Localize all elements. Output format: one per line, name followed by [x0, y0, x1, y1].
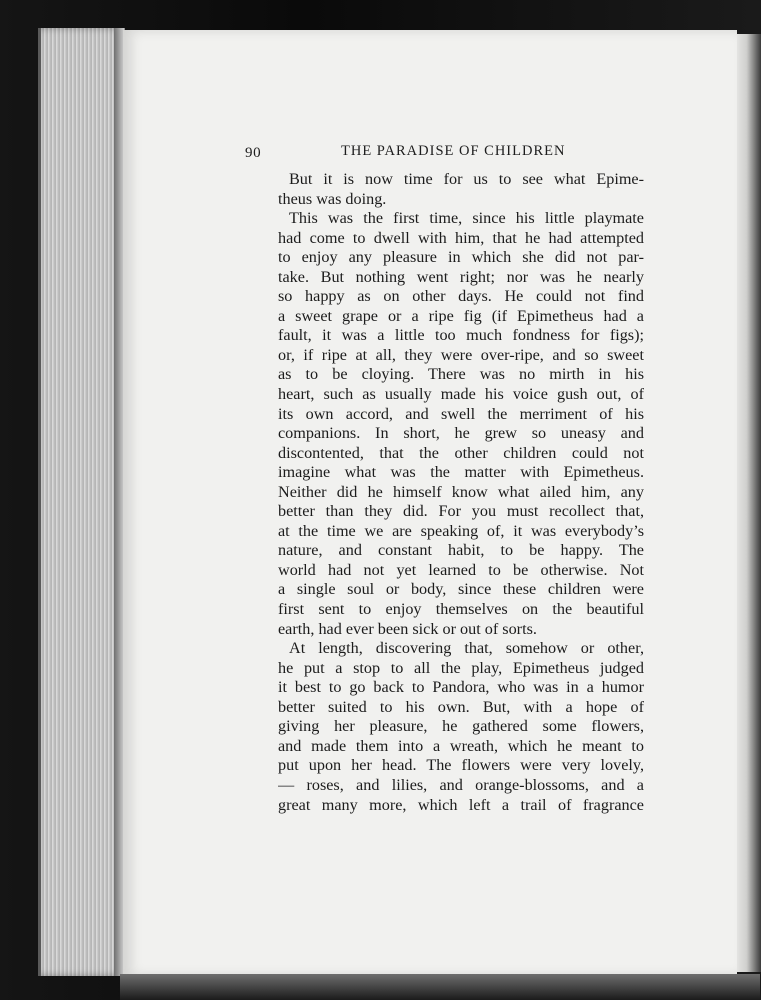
text-line: better than they did. For you must recollect that,	[278, 502, 644, 521]
text-line: great many more, which left a trail of fragrance	[278, 795, 644, 814]
body-text	[278, 170, 644, 815]
text-line: imagine what was the matter with Epimetheus.	[278, 463, 644, 482]
text-line: first sent to enjoy themselves on the beautiful	[278, 600, 644, 619]
text-line: giving her pleasure, he gathered some flowers,	[278, 717, 644, 736]
text-line: at the time we are speaking of, it was everybody’s	[278, 521, 644, 540]
text-line: a single soul or body, since these children were	[278, 580, 644, 599]
text-line: its own accord, and swell the merriment of his	[278, 404, 644, 423]
text-line: or, if ripe at all, they were over-ripe, and so sweet	[278, 345, 644, 364]
text-line: had come to dwell with him, that he had attempted	[278, 228, 644, 247]
text-line: better suited to his own. But, with a hope of	[278, 697, 644, 716]
text-line: as to be cloying. There was no mirth in his	[278, 365, 644, 384]
text-line: so happy as on other days. He could not find	[278, 287, 644, 306]
text-line: a sweet grape or a ripe fig (if Epimetheus had a	[278, 306, 644, 325]
text-line: and made them into a wreath, which he meant to	[278, 736, 644, 755]
running-head	[245, 143, 645, 163]
text-line: nature, and constant habit, to be happy. The	[278, 541, 644, 560]
text-line: This was the first time, since his little playmate	[289, 209, 644, 228]
text-line: take. But nothing went right; nor was he nearly	[278, 267, 644, 286]
text-line: heart, such as usually made his voice gush out, of	[278, 385, 644, 404]
text-line: — roses, and lilies, and orange-blossoms, and a	[278, 775, 644, 794]
text-line: world had not yet learned to be otherwise. Not	[278, 560, 644, 579]
text-line: theus was doing.	[278, 189, 387, 208]
text-line: At length, discovering that, somehow or other,	[289, 639, 644, 658]
text-line: earth, had ever been sick or out of sorts.	[278, 619, 537, 638]
text-line: fault, it was a little too much fondness for figs);	[278, 326, 644, 345]
page-bottom-shadow	[120, 974, 760, 1000]
text-line: discontented, that the other children could not	[278, 443, 644, 462]
text-line: it best to go back to Pandora, who was in a humor	[278, 678, 644, 697]
text-line: to enjoy any pleasure in which she did not par-	[278, 248, 644, 267]
page-number: 90	[245, 145, 262, 161]
page-edges	[38, 28, 125, 976]
running-title: THE PARADISE OF CHILDREN	[341, 143, 566, 159]
text-line: put upon her head. The flowers were very lovely,	[278, 756, 644, 775]
text-line: But it is now time for us to see what Epime-	[289, 170, 644, 188]
text-line: he put a stop to all the play, Epimetheus judged	[278, 658, 644, 677]
page-gutter	[737, 34, 761, 972]
text-line: companions. In short, he grew so uneasy and	[278, 424, 644, 443]
text-line: Neither did he himself know what ailed him, any	[278, 482, 644, 501]
